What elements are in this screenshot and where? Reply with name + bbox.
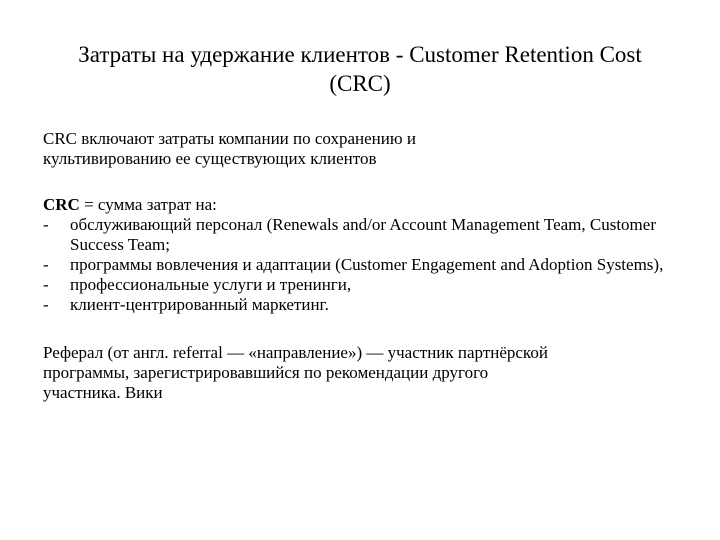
referral-paragraph — [43, 343, 683, 403]
definition-heading — [43, 195, 683, 215]
list-item — [43, 275, 683, 295]
intro-line-1: CRC включают затраты компании по сохранению и — [43, 129, 416, 148]
referral-line-1: Реферал (от англ. referral — «направление») — участник партнёрской — [43, 343, 548, 362]
slide-title-line-1: Затраты на удержание клиентов - Customer Retention Cost — [78, 42, 642, 67]
list-item — [43, 255, 683, 275]
slide-title-line-2: (CRC) — [329, 71, 391, 96]
slide-title — [0, 40, 720, 98]
list-item-text: профессиональные услуги и тренинги, — [70, 275, 352, 294]
definition-block — [43, 195, 683, 315]
referral-line-3: участника. Вики — [43, 383, 163, 402]
slide-body — [43, 129, 683, 403]
cost-items-list — [43, 215, 683, 315]
list-item-text: клиент-центрированный маркетинг. — [70, 295, 329, 314]
intro-line-2: культивированию ее существующих клиентов — [43, 149, 377, 168]
referral-line-2: программы, зарегистрировавшийся по рекомендации другого — [43, 363, 489, 382]
list-item-text: программы вовлечения и адаптации (Customer Engagement and Adoption Systems), — [70, 255, 664, 274]
list-item — [43, 295, 683, 315]
definition-term: CRC — [43, 195, 80, 214]
list-item-text: обслуживающий персонал (Renewals and/or Account Management Team, Customer Success Team; — [70, 215, 656, 254]
bullet-dash: - — [43, 295, 49, 314]
intro-paragraph — [43, 129, 683, 169]
bullet-dash: - — [43, 215, 49, 234]
list-item — [43, 215, 683, 255]
definition-rest: = сумма затрат на: — [79, 195, 217, 214]
bullet-dash: - — [43, 255, 49, 274]
bullet-dash: - — [43, 275, 49, 294]
